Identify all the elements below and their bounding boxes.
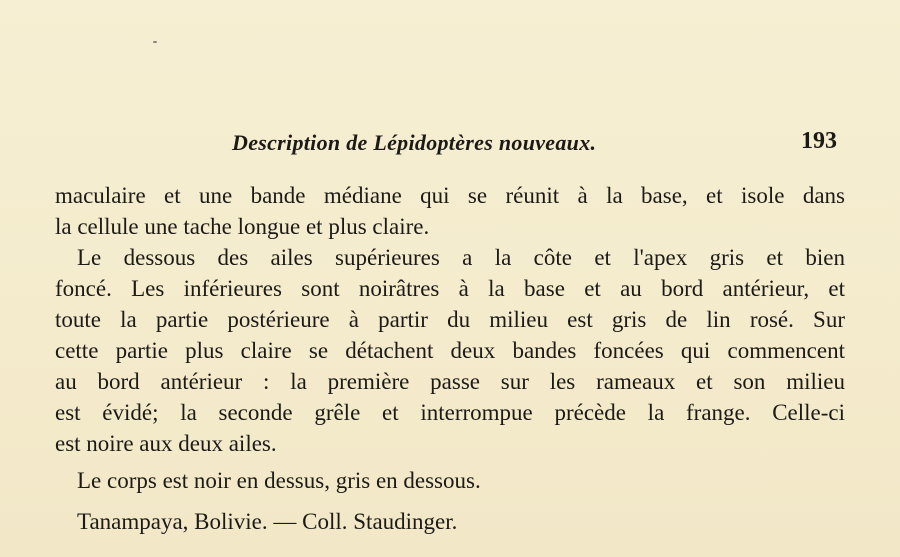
text-line: Tanampaya, Bolivie. — Coll. Staudinger.	[77, 509, 458, 534]
running-head	[0, 126, 900, 160]
text-line: au bord antérieur : la première passe sur les rameaux et son milieu	[55, 369, 845, 394]
text-line: maculaire et une bande médiane qui se réunit à la base, et isole dans	[55, 183, 845, 208]
page-number: 193	[801, 128, 837, 154]
text-line: est noire aux deux ailes.	[55, 431, 277, 456]
running-title: Description de Lépidoptères nouveaux.	[232, 130, 597, 155]
body-text	[55, 180, 845, 537]
text-line: cette partie plus claire se détachent deux bandes foncées qui commencent	[55, 338, 845, 363]
text-line: foncé. Les inférieures sont noirâtres à la base et au bord antérieur, et	[55, 276, 845, 301]
text-line: est évidé; la seconde grêle et interrompue précède la frange. Celle-ci	[55, 400, 845, 425]
paper-speck	[153, 41, 157, 43]
text-line: toute la partie postérieure à partir du milieu est gris de lin rosé. Sur	[55, 307, 845, 332]
text-line: la cellule une tache longue et plus claire.	[55, 214, 430, 239]
text-line: Le corps est noir en dessus, gris en dessous.	[77, 468, 481, 493]
text-line: Le dessous des ailes supérieures a la côte et l'apex gris et bien	[77, 245, 845, 270]
